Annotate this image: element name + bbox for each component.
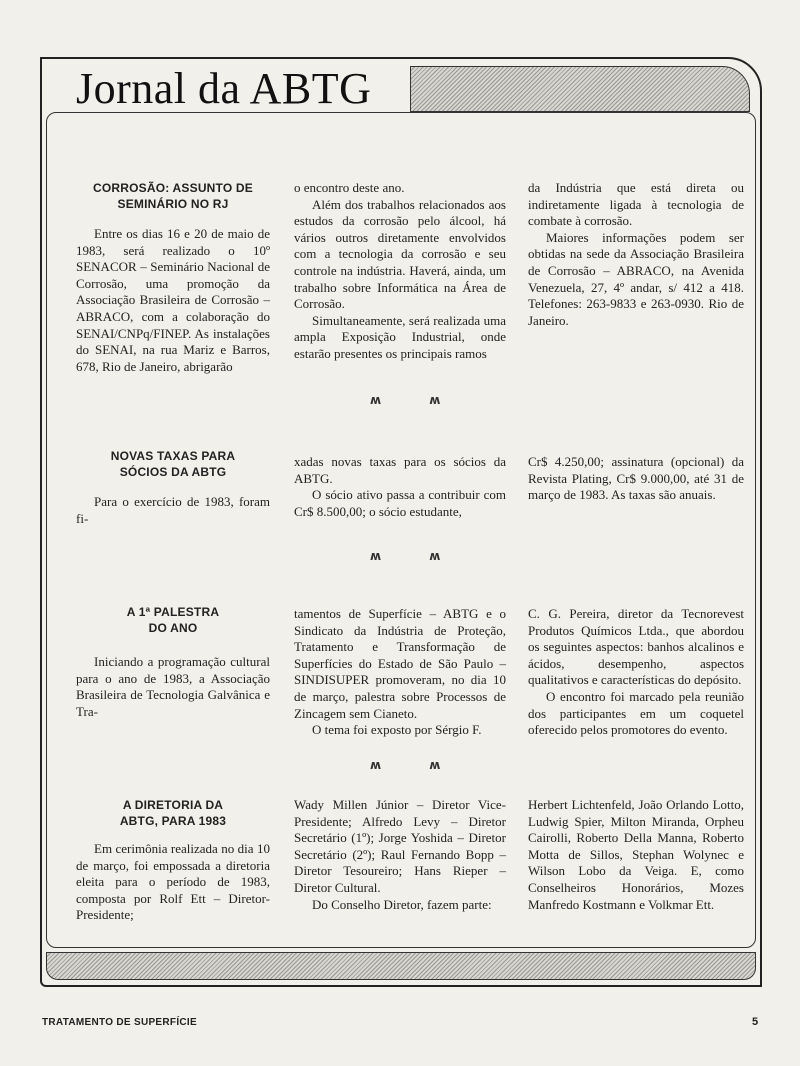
masthead-title: Jornal da ABTG bbox=[76, 64, 372, 113]
paragraph: O encontro foi marcado pela reunião dos participantes em um coquetel oferecido pelos promotores do evento. bbox=[528, 688, 744, 738]
section-heading bbox=[76, 797, 270, 829]
heading-line: SÓCIOS DA ABTG bbox=[119, 465, 227, 479]
heading-line: DO ANO bbox=[148, 621, 198, 635]
paragraph: Do Conselho Diretor, fazem parte: bbox=[312, 896, 492, 912]
heading-line: A 1ª PALESTRA bbox=[126, 605, 220, 619]
heading-line: ABTG, PARA 1983 bbox=[119, 814, 227, 828]
paragraph: C. G. Pereira, diretor da Tecnorevest Produtos Químicos Ltda., que abordou os seguintes aspectos: banhos alcalinos e ácidos, desempenho, aspectos qualitativos e características do depósito. bbox=[528, 606, 744, 688]
paragraph: Maiores informações podem ser obtidas na sede da Associação Brasileira de Corrosão – ABRACO, na Avenida Venezuela, 27, 4º andar, s/ 412 a 418. Telefones: 263-9833 e 263-0930. Rio de Janeiro. bbox=[528, 229, 744, 328]
page-number: 5 bbox=[752, 1016, 759, 1028]
section-palestra-col3 bbox=[528, 606, 744, 739]
paragraph: Para o exercício de 1983, foram fi- bbox=[76, 494, 270, 526]
section-heading bbox=[76, 604, 270, 636]
paragraph: Em cerimônia realizada no dia 10 de março, foi empossada a diretoria eleita para o período de 1983, composta por Rolf Ett – Diretor-Presidente; bbox=[76, 841, 270, 923]
section-palestra-col1 bbox=[76, 604, 270, 720]
section-separator: ʍ ʍ bbox=[370, 393, 463, 407]
paragraph: o encontro deste ano. bbox=[294, 180, 405, 195]
section-corrosao-col3 bbox=[528, 180, 744, 329]
paragraph: Iniciando a programação cultural para o ano de 1983, a Associação Brasileira de Tecnologia Galvânica e Tra- bbox=[76, 654, 270, 719]
heading-line: CORROSÃO: ASSUNTO DE bbox=[92, 181, 253, 195]
paragraph: tamentos de Superfície – ABTG e o Sindicato da Indústria de Proteção, Tratamento e Transformação de Superfícies do Estado de São Paulo – SINDISUPER promoveram, no dia 10 de março, palestra sobre Processos de Zincagem sem Cianeto. bbox=[294, 606, 506, 721]
section-taxas-col3 bbox=[528, 454, 744, 504]
paragraph: Simultaneamente, será realizada uma ampla Exposição Industrial, onde estarão presentes os principais ramos bbox=[294, 312, 506, 361]
section-corrosao-col1 bbox=[76, 180, 270, 375]
paragraph: Wady Millen Júnior – Diretor Vice-Presidente; Alfredo Levy – Diretor Secretário (1º); Jorge Yoshida – Diretor Secretário (2º); Raul Fernando Bopp – Diretor Tesoureiro; Hans Rieper – Diretor Cultural. bbox=[294, 797, 506, 895]
paragraph: O sócio ativo passa a contribuir com Cr$ 8.500,00; o sócio estudante, bbox=[294, 487, 506, 519]
section-taxas-col1 bbox=[76, 448, 270, 527]
paragraph: Além dos trabalhos relacionados aos estudos da corrosão pelo álcool, há vários outros diretamente envolvidos com a tecnologia da corrosão e seu controle na indústria. Haverá, ainda, um trabalho sobre Informática na Área de Corrosão. bbox=[294, 196, 506, 312]
section-heading bbox=[76, 180, 270, 212]
section-corrosao-col2 bbox=[294, 180, 506, 363]
section-diretoria-col1 bbox=[76, 797, 270, 924]
section-palestra-col2 bbox=[294, 606, 506, 739]
section-separator: ʍ ʍ bbox=[370, 549, 463, 563]
paragraph: Herbert Lichtenfeld, João Orlando Lotto, Ludwig Spier, Milton Miranda, Orpheu Cairolli, Roberto Della Manna, Roberto Motta de Sillos, Stephan Wolynec e Wilson Lobo da Veiga. E, como Conselheiros Honorários, Mozes Manfredo Kostmann e Volkmar Ett. bbox=[528, 797, 744, 912]
section-taxas-col2 bbox=[294, 454, 506, 520]
footer-hatched-bar bbox=[46, 952, 756, 980]
section-heading bbox=[76, 448, 270, 480]
section-separator: ʍ ʍ bbox=[370, 758, 463, 772]
masthead-hatched-bar bbox=[410, 66, 750, 112]
paragraph: xadas novas taxas para os sócios da ABTG. bbox=[294, 454, 506, 486]
paragraph: da Indústria que está direta ou indiretamente ligada à tecnologia de combate à corrosão. bbox=[528, 180, 744, 229]
footer-publication-name: TRATAMENTO DE SUPERFÍCIE bbox=[42, 1017, 197, 1028]
section-diretoria-col3 bbox=[528, 797, 744, 913]
heading-line: SEMINÁRIO NO RJ bbox=[117, 197, 229, 211]
paragraph: Cr$ 4.250,00; assinatura (opcional) da Revista Plating, Cr$ 9.000,00, até 31 de março de 1983. As taxas são anuais. bbox=[528, 454, 744, 503]
paragraph: Entre os dias 16 e 20 de maio de 1983, será realizado o 10º SENACOR – Seminário Nacional de Corrosão, uma promoção da Associação Brasileira de Corrosão – ABRACO, com a colaboração do SENAI/CNPq/FINEP. As instalações do SENAI, na rua Mariz e Barros, 678, Rio de Janeiro, abrigarão bbox=[76, 226, 270, 374]
section-diretoria-col2 bbox=[294, 797, 506, 913]
heading-line: NOVAS TAXAS PARA bbox=[110, 449, 236, 463]
paragraph: O tema foi exposto por Sérgio F. bbox=[312, 722, 482, 738]
heading-line: A DIRETORIA DA bbox=[122, 798, 224, 812]
